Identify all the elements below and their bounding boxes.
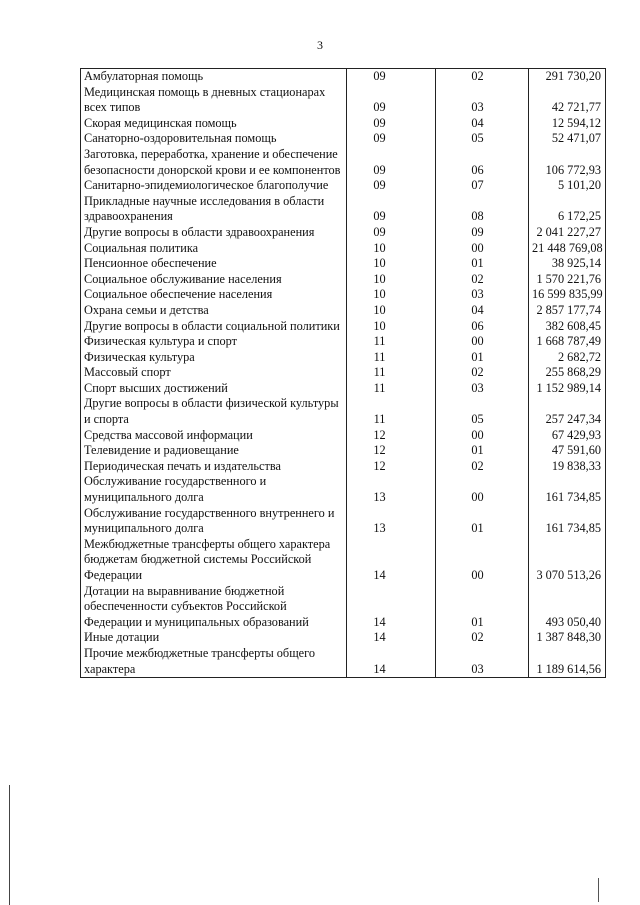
- row-subsection-cell: [436, 287, 529, 303]
- row-subsection-cell: [436, 241, 529, 257]
- row-section-text: 09: [373, 224, 386, 239]
- row-subsection-text: 02: [471, 458, 484, 473]
- row-section-text: 12: [373, 458, 386, 473]
- row-amount-cell: 1 189 614,56: [529, 646, 606, 678]
- table-row: [81, 225, 606, 241]
- row-section-cell: [347, 396, 436, 427]
- row-subsection-text: 03: [471, 380, 484, 395]
- row-name-cell: Другие вопросы в области физической культуры и спорта: [81, 396, 347, 427]
- row-subsection-text: 00: [471, 334, 484, 349]
- row-amount-cell: 52 471,07: [529, 131, 606, 147]
- page-number: 3: [317, 38, 323, 52]
- row-name-cell: Иные дотации: [81, 630, 347, 646]
- row-section-cell: [347, 256, 436, 272]
- row-subsection-text: 08: [471, 209, 484, 224]
- row-subsection-cell: [436, 537, 529, 584]
- row-section-text: 10: [373, 240, 386, 255]
- row-subsection-cell: [436, 396, 529, 427]
- row-subsection-text: 02: [471, 271, 484, 286]
- row-section-text: 09: [373, 115, 386, 130]
- row-section-cell: [347, 350, 436, 366]
- row-subsection-cell: [436, 334, 529, 350]
- row-amount-cell: 6 172,25: [529, 194, 606, 225]
- row-name-cell: Медицинская помощь в дневных стационарах всех типов: [81, 85, 347, 116]
- row-section-text: 10: [373, 318, 386, 333]
- row-subsection-cell: [436, 428, 529, 444]
- row-section-cell: [347, 630, 436, 646]
- row-section-cell: [347, 646, 436, 678]
- row-name-cell: Другие вопросы в области здравоохранения: [81, 225, 347, 241]
- row-subsection-text: 01: [471, 443, 484, 458]
- row-subsection-text: 04: [471, 302, 484, 317]
- row-section-text: 09: [373, 69, 386, 83]
- corner-mark: [598, 878, 599, 902]
- table-row: [81, 646, 606, 678]
- row-amount-cell: 21 448 769,08: [529, 241, 606, 257]
- row-subsection-cell: [436, 584, 529, 631]
- row-name-cell: Прикладные научные исследования в области здравоохранения: [81, 194, 347, 225]
- row-subsection-cell: [436, 459, 529, 475]
- row-section-cell: [347, 537, 436, 584]
- row-amount-cell: 382 608,45: [529, 319, 606, 335]
- row-section-cell: [347, 178, 436, 194]
- table-row: [81, 241, 606, 257]
- row-subsection-text: 01: [471, 614, 484, 629]
- row-section-cell: [347, 459, 436, 475]
- row-section-text: 14: [373, 614, 386, 629]
- row-name-cell: Массовый спорт: [81, 365, 347, 381]
- table-row: [81, 319, 606, 335]
- row-subsection-text: 00: [471, 240, 484, 255]
- row-section-cell: [347, 116, 436, 132]
- table-row: [81, 334, 606, 350]
- row-subsection-text: 01: [471, 521, 484, 536]
- row-section-cell: [347, 69, 436, 85]
- row-subsection-cell: [436, 646, 529, 678]
- row-amount-cell: 2 682,72: [529, 350, 606, 366]
- row-section-text: 13: [373, 490, 386, 505]
- table-row: [81, 147, 606, 178]
- row-amount-cell: 2 857 177,74: [529, 303, 606, 319]
- table-row: [81, 443, 606, 459]
- row-subsection-text: 05: [471, 412, 484, 427]
- row-amount-cell: 3 070 513,26: [529, 537, 606, 584]
- table-row: [81, 630, 606, 646]
- row-subsection-text: 00: [471, 568, 484, 582]
- row-subsection-text: 02: [471, 365, 484, 380]
- row-name-cell: Средства массовой информации: [81, 428, 347, 444]
- row-subsection-text: 02: [471, 69, 484, 83]
- row-name-cell: Санитарно-эпидемиологическое благополучие: [81, 178, 347, 194]
- row-subsection-cell: [436, 256, 529, 272]
- row-name-cell: Прочие межбюджетные трансферты общего характера: [81, 646, 347, 678]
- row-subsection-cell: [436, 194, 529, 225]
- row-section-text: 14: [373, 630, 386, 645]
- budget-table-body: [81, 69, 606, 678]
- row-section-cell: [347, 225, 436, 241]
- row-amount-cell: 19 838,33: [529, 459, 606, 475]
- row-subsection-cell: [436, 147, 529, 178]
- row-subsection-cell: [436, 272, 529, 288]
- row-name-cell: Социальное обеспечение населения: [81, 287, 347, 303]
- row-amount-cell: 5 101,20: [529, 178, 606, 194]
- row-name-cell: Социальное обслуживание населения: [81, 272, 347, 288]
- row-amount-cell: 12 594,12: [529, 116, 606, 132]
- row-subsection-cell: [436, 85, 529, 116]
- row-section-text: 09: [373, 178, 386, 193]
- row-section-text: 10: [373, 287, 386, 302]
- row-section-text: 11: [373, 412, 386, 427]
- row-section-cell: [347, 241, 436, 257]
- row-amount-cell: 1 387 848,30: [529, 630, 606, 646]
- table-row: [81, 287, 606, 303]
- table-row: [81, 537, 606, 584]
- row-subsection-cell: [436, 69, 529, 85]
- table-row: [81, 178, 606, 194]
- row-amount-cell: 38 925,14: [529, 256, 606, 272]
- row-amount-cell: 1 152 989,14: [529, 381, 606, 397]
- row-subsection-text: 02: [471, 630, 484, 645]
- row-subsection-text: 03: [471, 661, 484, 676]
- row-name-cell: Физическая культура: [81, 350, 347, 366]
- row-subsection-text: 01: [471, 256, 484, 271]
- table-row: [81, 365, 606, 381]
- row-section-cell: [347, 319, 436, 335]
- row-section-text: 10: [373, 256, 386, 271]
- row-amount-cell: 1 570 221,76: [529, 272, 606, 288]
- row-subsection-cell: [436, 131, 529, 147]
- row-section-cell: [347, 506, 436, 537]
- row-name-cell: Санаторно-оздоровительная помощь: [81, 131, 347, 147]
- row-subsection-text: 09: [471, 224, 484, 239]
- table-row: [81, 396, 606, 427]
- row-section-cell: [347, 443, 436, 459]
- row-name-cell: Дотации на выравнивание бюджетной обеспеченности субъектов Российской Федерации и муниципальных образований: [81, 584, 347, 631]
- row-amount-cell: 257 247,34: [529, 396, 606, 427]
- row-name-cell: Охрана семьи и детства: [81, 303, 347, 319]
- row-amount-cell: 161 734,85: [529, 474, 606, 505]
- row-section-text: 11: [373, 349, 386, 364]
- row-amount-cell: 291 730,20: [529, 69, 606, 85]
- row-section-cell: [347, 131, 436, 147]
- table-row: [81, 303, 606, 319]
- row-section-cell: [347, 334, 436, 350]
- row-section-text: 09: [373, 162, 386, 177]
- row-amount-cell: 16 599 835,99: [529, 287, 606, 303]
- row-section-text: 12: [373, 443, 386, 458]
- row-section-text: 09: [373, 209, 386, 224]
- row-section-text: 11: [373, 380, 386, 395]
- budget-table: [80, 68, 606, 678]
- row-section-text: 11: [373, 334, 386, 349]
- row-amount-cell: 67 429,93: [529, 428, 606, 444]
- row-name-cell: Другие вопросы в области социальной политики: [81, 319, 347, 335]
- row-subsection-cell: [436, 506, 529, 537]
- row-subsection-cell: [436, 474, 529, 505]
- row-subsection-cell: [436, 225, 529, 241]
- table-row: [81, 584, 606, 631]
- table-row: [81, 116, 606, 132]
- row-subsection-text: 03: [471, 287, 484, 302]
- row-subsection-cell: [436, 365, 529, 381]
- row-section-cell: [347, 474, 436, 505]
- row-section-cell: [347, 147, 436, 178]
- row-amount-cell: 161 734,85: [529, 506, 606, 537]
- row-section-text: 12: [373, 427, 386, 442]
- row-section-cell: [347, 287, 436, 303]
- table-row: [81, 131, 606, 147]
- row-name-cell: Телевидение и радиовещание: [81, 443, 347, 459]
- table-row: [81, 85, 606, 116]
- table-row: [81, 256, 606, 272]
- row-amount-cell: 42 721,77: [529, 85, 606, 116]
- row-section-text: 10: [373, 271, 386, 286]
- row-subsection-text: 06: [471, 162, 484, 177]
- row-subsection-cell: [436, 381, 529, 397]
- row-section-text: 14: [373, 661, 386, 676]
- row-subsection-text: 04: [471, 115, 484, 130]
- row-amount-cell: 493 050,40: [529, 584, 606, 631]
- row-subsection-cell: [436, 116, 529, 132]
- row-section-text: 09: [373, 100, 386, 115]
- row-subsection-cell: [436, 319, 529, 335]
- table-row: [81, 350, 606, 366]
- row-amount-cell: 47 591,60: [529, 443, 606, 459]
- row-section-text: 10: [373, 302, 386, 317]
- row-name-cell: Пенсионное обеспечение: [81, 256, 347, 272]
- row-subsection-text: 07: [471, 178, 484, 193]
- row-name-cell: Скорая медицинская помощь: [81, 116, 347, 132]
- row-name-cell: Амбулаторная помощь: [81, 69, 347, 85]
- table-row: [81, 428, 606, 444]
- row-section-text: 09: [373, 131, 386, 146]
- row-subsection-text: 06: [471, 318, 484, 333]
- row-subsection-cell: [436, 303, 529, 319]
- row-section-text: 13: [373, 521, 386, 536]
- row-section-cell: [347, 381, 436, 397]
- row-section-cell: [347, 194, 436, 225]
- row-name-cell: Социальная политика: [81, 241, 347, 257]
- row-section-cell: [347, 584, 436, 631]
- row-name-cell: Обслуживание государственного и муниципального долга: [81, 474, 347, 505]
- row-amount-cell: 1 668 787,49: [529, 334, 606, 350]
- row-name-cell: Спорт высших достижений: [81, 381, 347, 397]
- table-row: [81, 272, 606, 288]
- row-name-cell: Заготовка, переработка, хранение и обеспечение безопасности донорской крови и ее компонентов: [81, 147, 347, 178]
- table-row: [81, 506, 606, 537]
- row-subsection-cell: [436, 178, 529, 194]
- row-name-cell: Периодическая печать и издательства: [81, 459, 347, 475]
- row-subsection-cell: [436, 630, 529, 646]
- row-name-cell: Физическая культура и спорт: [81, 334, 347, 350]
- row-subsection-cell: [436, 350, 529, 366]
- row-amount-cell: 2 041 227,27: [529, 225, 606, 241]
- table-row: [81, 69, 606, 85]
- margin-line: [9, 785, 10, 905]
- row-subsection-text: 00: [471, 427, 484, 442]
- row-section-cell: [347, 365, 436, 381]
- row-subsection-text: 01: [471, 349, 484, 364]
- table-row: [81, 381, 606, 397]
- table-row: [81, 194, 606, 225]
- row-subsection-text: 03: [471, 100, 484, 115]
- row-subsection-cell: [436, 443, 529, 459]
- row-name-cell: Обслуживание государственного внутреннего и муниципального долга: [81, 506, 347, 537]
- row-subsection-text: 00: [471, 490, 484, 505]
- row-name-cell: Межбюджетные трансферты общего характера бюджетам бюджетной системы Российской Федерации: [81, 537, 347, 584]
- row-section-text: 14: [373, 568, 386, 582]
- row-amount-cell: 255 868,29: [529, 365, 606, 381]
- row-section-cell: [347, 428, 436, 444]
- row-section-cell: [347, 303, 436, 319]
- row-subsection-text: 05: [471, 131, 484, 146]
- row-section-cell: [347, 272, 436, 288]
- table-row: [81, 474, 606, 505]
- row-section-text: 11: [373, 365, 386, 380]
- table-row: [81, 459, 606, 475]
- row-amount-cell: 106 772,93: [529, 147, 606, 178]
- row-section-cell: [347, 85, 436, 116]
